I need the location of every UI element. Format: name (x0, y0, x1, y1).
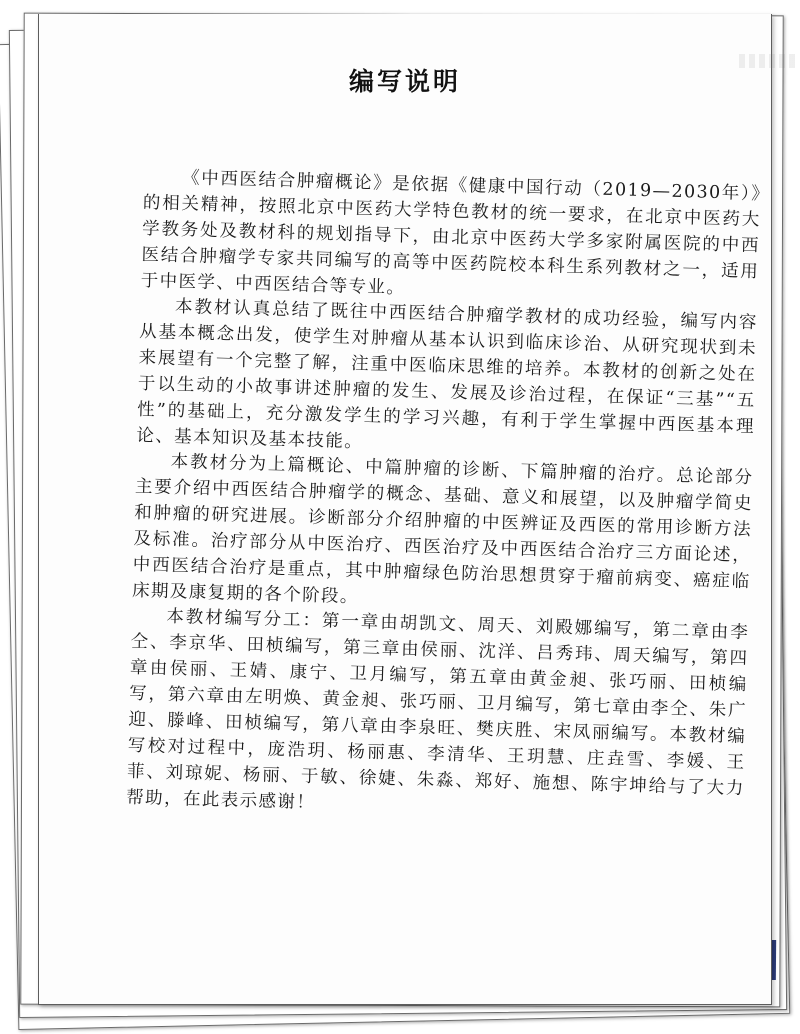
paragraph-intro: 《中西医结合肿瘤概论》是依据《健康中国行动（2019—2030年）》的相关精神，按照北京中医药大学特色教材的统一要求，在北京中医药大学教务处及教材科的规划指导下，由北京中医药大学多家附属医院的中西医结合肿瘤学专家共同编写的高等中医药院校本科生系列教材之一，适用于中医学、中西医结合等专业。 (140, 168, 762, 299)
paragraph-features: 本教材认真总结了既往中西医结合肿瘤学教材的成功经验，编写内容从基本概念出发，使学生对肿瘤从基本认识到临床诊治、从研究现状到未来展望有一个完整了解，注重中医临床思维的培养。本教材的创新之处在于以生动的小故事讲述肿瘤的发生、发展及诊治过程，在保证“三基”“五性”的基础上，充分激发学生的学习兴趣，有利于学生掌握中西医基本理论、基本知识及基本技能。 (136, 296, 759, 453)
body-text (126, 164, 762, 827)
paragraph-authors: 本教材编写分工：第一章由胡凯文、周天、刘殿娜编写，第二章由李仝、李京华、田桢编写，第三章由侯丽、沈洋、吕秀玮、周天编写，第四章由侯丽、王婧、康宁、卫月编写，第五章由黄金昶、张巧丽、田桢编写，第六章由左明焕、黄金昶、张巧丽、卫月编写，第七章由李仝、朱广迎、滕峰、田桢编写，第八章由李泉旺、樊庆胜、宋凤丽编写。本教材编写校对过程中，庞浩玥、杨丽惠、李清华、王玥慧、庄垚雪、李媛、王菲、刘琼妮、杨丽、于敏、徐婕、朱淼、郑好、施想、陈宇坤给与了大力帮助，在此表示感谢！ (126, 606, 750, 814)
document-page (38, 14, 772, 1005)
paragraph-structure: 本教材分为上篇概论、中篇肿瘤的诊断、下篇肿瘤的治疗。总论部分主要介绍中西医结合肿瘤学的概念、基础、意义和展望，以及肿瘤学简史和肿瘤的研究进展。诊断部分介绍肿瘤的中医辨证及西医的常用诊断方法及标准。治疗部分从中医治疗、西医治疗及中西医结合治疗三方面论述，中西医结合治疗是重点，其中肿瘤绿色防治思想贯穿于瘤前病变、癌症临床期及康复期的各个阶段。 (131, 451, 754, 608)
page-title: 编写说明 (348, 67, 461, 96)
